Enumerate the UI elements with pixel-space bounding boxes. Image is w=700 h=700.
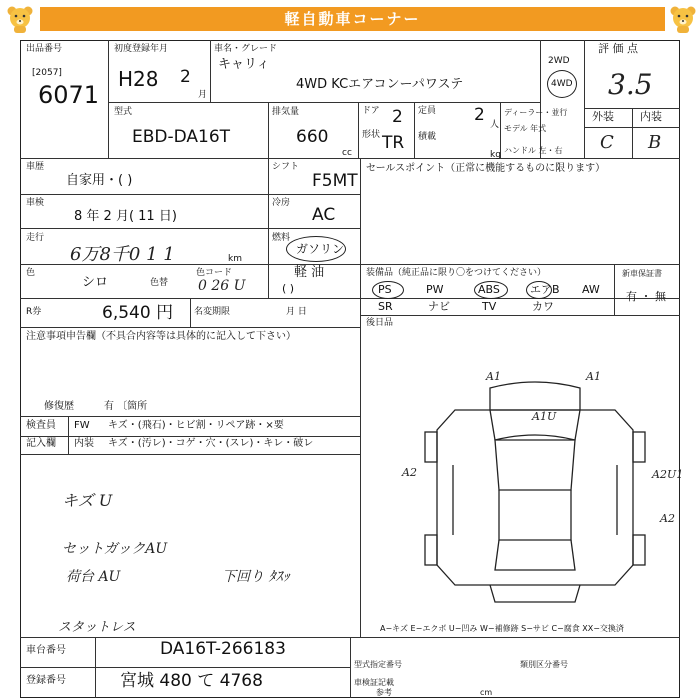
- warranty-value: 有 ・ 無: [626, 290, 666, 303]
- bear-logo-icon: [5, 4, 35, 34]
- color-change-label: 色替: [150, 278, 169, 288]
- entry-label: 記入欄: [26, 438, 56, 449]
- equip-sr: SR: [378, 300, 393, 313]
- doors-value: 2: [392, 107, 403, 127]
- lot-sub: [2057]: [32, 68, 62, 78]
- warranty-label: 新車保証書: [622, 269, 662, 278]
- model-name-label: 車名・グレード: [214, 44, 278, 54]
- equip-airbag: エアB: [530, 283, 560, 296]
- shift-value: F5MT: [312, 171, 358, 191]
- damage-mark: A2: [660, 512, 675, 525]
- equip-ps-circle: [372, 281, 404, 299]
- page-title: 軽自動車コーナー: [40, 7, 665, 31]
- note-line: スタットレス: [58, 620, 136, 635]
- equipment-label: 装備品（純正品に限り〇をつけてください）: [366, 268, 547, 278]
- recycle-value: 6,540 円: [102, 303, 174, 323]
- capacity-value: 2: [474, 105, 485, 125]
- color-code-value: 0 26 U: [198, 278, 246, 294]
- interior-entry-label: 内装: [74, 438, 94, 449]
- body-value: TR: [382, 133, 405, 153]
- plate-value: 宮城 480 て 4768: [120, 671, 263, 691]
- equip-airbag-circle: [526, 281, 552, 299]
- model-year-label: モデル 年式: [504, 124, 547, 133]
- chassis-label: 車台番号: [26, 645, 66, 656]
- name-change-unit: 月 日: [286, 307, 307, 317]
- color-code-label: 色コード: [196, 268, 233, 278]
- drive-4wd: 4WD: [551, 79, 573, 89]
- lot-number-label: 出品番号: [26, 44, 63, 54]
- note-line: キズ U: [62, 491, 113, 510]
- fuel-diesel: 軽 油: [294, 265, 325, 280]
- capacity-unit: 人: [490, 120, 500, 130]
- fuel-paren: ( ): [282, 282, 295, 295]
- fuel-gasoline: ガソリン: [296, 242, 345, 256]
- registration-month: 2: [180, 67, 191, 87]
- grade: 4WD KCエアコンーパワステ: [296, 77, 464, 92]
- form-label: 型式指定番号: [354, 660, 402, 669]
- displacement-unit: cc: [342, 148, 352, 158]
- fw-label: FW: [74, 420, 90, 431]
- fw-items: キズ・(飛石)・ヒビ割・リペア跡・×要: [108, 420, 284, 431]
- inspector-label: 検査員: [26, 420, 56, 431]
- damage-mark: A2: [402, 466, 417, 479]
- rear-items-label: 後日品: [366, 318, 394, 328]
- damage-mark: A1: [486, 370, 501, 383]
- capacity-label: 定員: [418, 106, 437, 116]
- mileage-unit: km: [228, 254, 242, 264]
- inspection-value: 8 年 2 月( 11 日): [74, 209, 177, 224]
- mileage-value: 6万8千0 1 1: [70, 244, 175, 265]
- plate-label: 登録番号: [26, 675, 66, 686]
- inspection-label: 車検: [26, 198, 45, 208]
- equip-ps: PS: [378, 283, 392, 296]
- handle-label: ハンドル 左・右: [504, 146, 563, 155]
- sales-point-label: セールスポイント（正常に機能するものに限ります）: [366, 163, 606, 174]
- form-label: 車検証記載: [354, 678, 394, 687]
- interior-value: B: [648, 132, 662, 153]
- recycle-label: R券: [26, 307, 42, 317]
- bear-logo-icon: [668, 4, 698, 34]
- mileage-label: 走行: [26, 233, 45, 243]
- score-value: 3.5: [608, 68, 653, 101]
- model-name: キャリィ: [218, 57, 270, 72]
- month-unit: 月: [198, 90, 208, 100]
- drive-2wd: 2WD: [548, 56, 570, 66]
- ac-label: 冷房: [272, 198, 291, 208]
- damage-legend: A−キズ E−エクボ U−凹み W−補修跡 S−サビ C−腐食 XX−交換済: [380, 624, 624, 633]
- repair-history-label: 修復歴: [44, 401, 74, 412]
- car-diagram: [395, 370, 675, 620]
- equip-aw: AW: [582, 283, 600, 296]
- shift-label: シフト: [272, 162, 300, 172]
- equip-tv: TV: [482, 300, 497, 313]
- color-value: シロ: [82, 275, 109, 290]
- body-label: 形状: [362, 130, 381, 140]
- history-label: 車歴: [26, 162, 45, 172]
- load-label: 積載: [418, 132, 437, 142]
- ac-value: AC: [312, 205, 336, 225]
- exterior-value: C: [600, 132, 614, 153]
- interior-label: 内装: [640, 110, 662, 123]
- equip-navi: ナビ: [428, 300, 450, 313]
- caution-label: 注意事項申告欄（不具合内容等は具体的に記入して下さい）: [26, 331, 296, 342]
- damage-mark: A2U1: [652, 468, 684, 481]
- type-value: EBD-DA16T: [132, 127, 231, 147]
- displacement-value: 660: [296, 127, 329, 147]
- equip-abs-circle: [474, 281, 508, 299]
- chassis-value: DA16T-266183: [160, 639, 286, 659]
- score-label: 評 価 点: [598, 42, 638, 55]
- fuel-label: 燃料: [272, 233, 291, 243]
- interior-items: キズ・(汚レ)・コゲ・穴・(スレ)・キレ・破レ: [108, 438, 314, 449]
- doors-label: ドア: [362, 106, 380, 116]
- type-label: 型式: [114, 107, 133, 117]
- load-unit: kg: [490, 150, 501, 160]
- equip-leather: カワ: [532, 300, 554, 313]
- note-line: 荷台 AU: [66, 569, 121, 585]
- repair-history-value: 有 〔箇所: [104, 401, 148, 412]
- registration-year: H28: [118, 67, 159, 91]
- lot-number: 6071: [38, 81, 100, 109]
- damage-mark: A1: [586, 370, 601, 383]
- registration-label: 初度登録年月: [114, 44, 169, 54]
- color-label: 色: [26, 268, 36, 278]
- unit-cm: cm: [480, 688, 493, 697]
- form-label: 類別区分番号: [520, 660, 568, 669]
- equip-abs: ABS: [478, 283, 500, 296]
- dealer-label: ディーラー・並行: [504, 108, 568, 117]
- history-value: 自家用・( ): [66, 173, 133, 188]
- exterior-label: 外装: [592, 110, 614, 123]
- form-label: 参考: [376, 688, 392, 697]
- note-line: 下回り ﾀｽｯ: [222, 569, 290, 585]
- note-line: セットガックAU: [62, 541, 168, 557]
- displacement-label: 排気量: [272, 107, 300, 117]
- name-change-label: 名変期限: [194, 307, 231, 317]
- equip-pw: PW: [426, 283, 444, 296]
- damage-mark: A1U: [532, 410, 557, 423]
